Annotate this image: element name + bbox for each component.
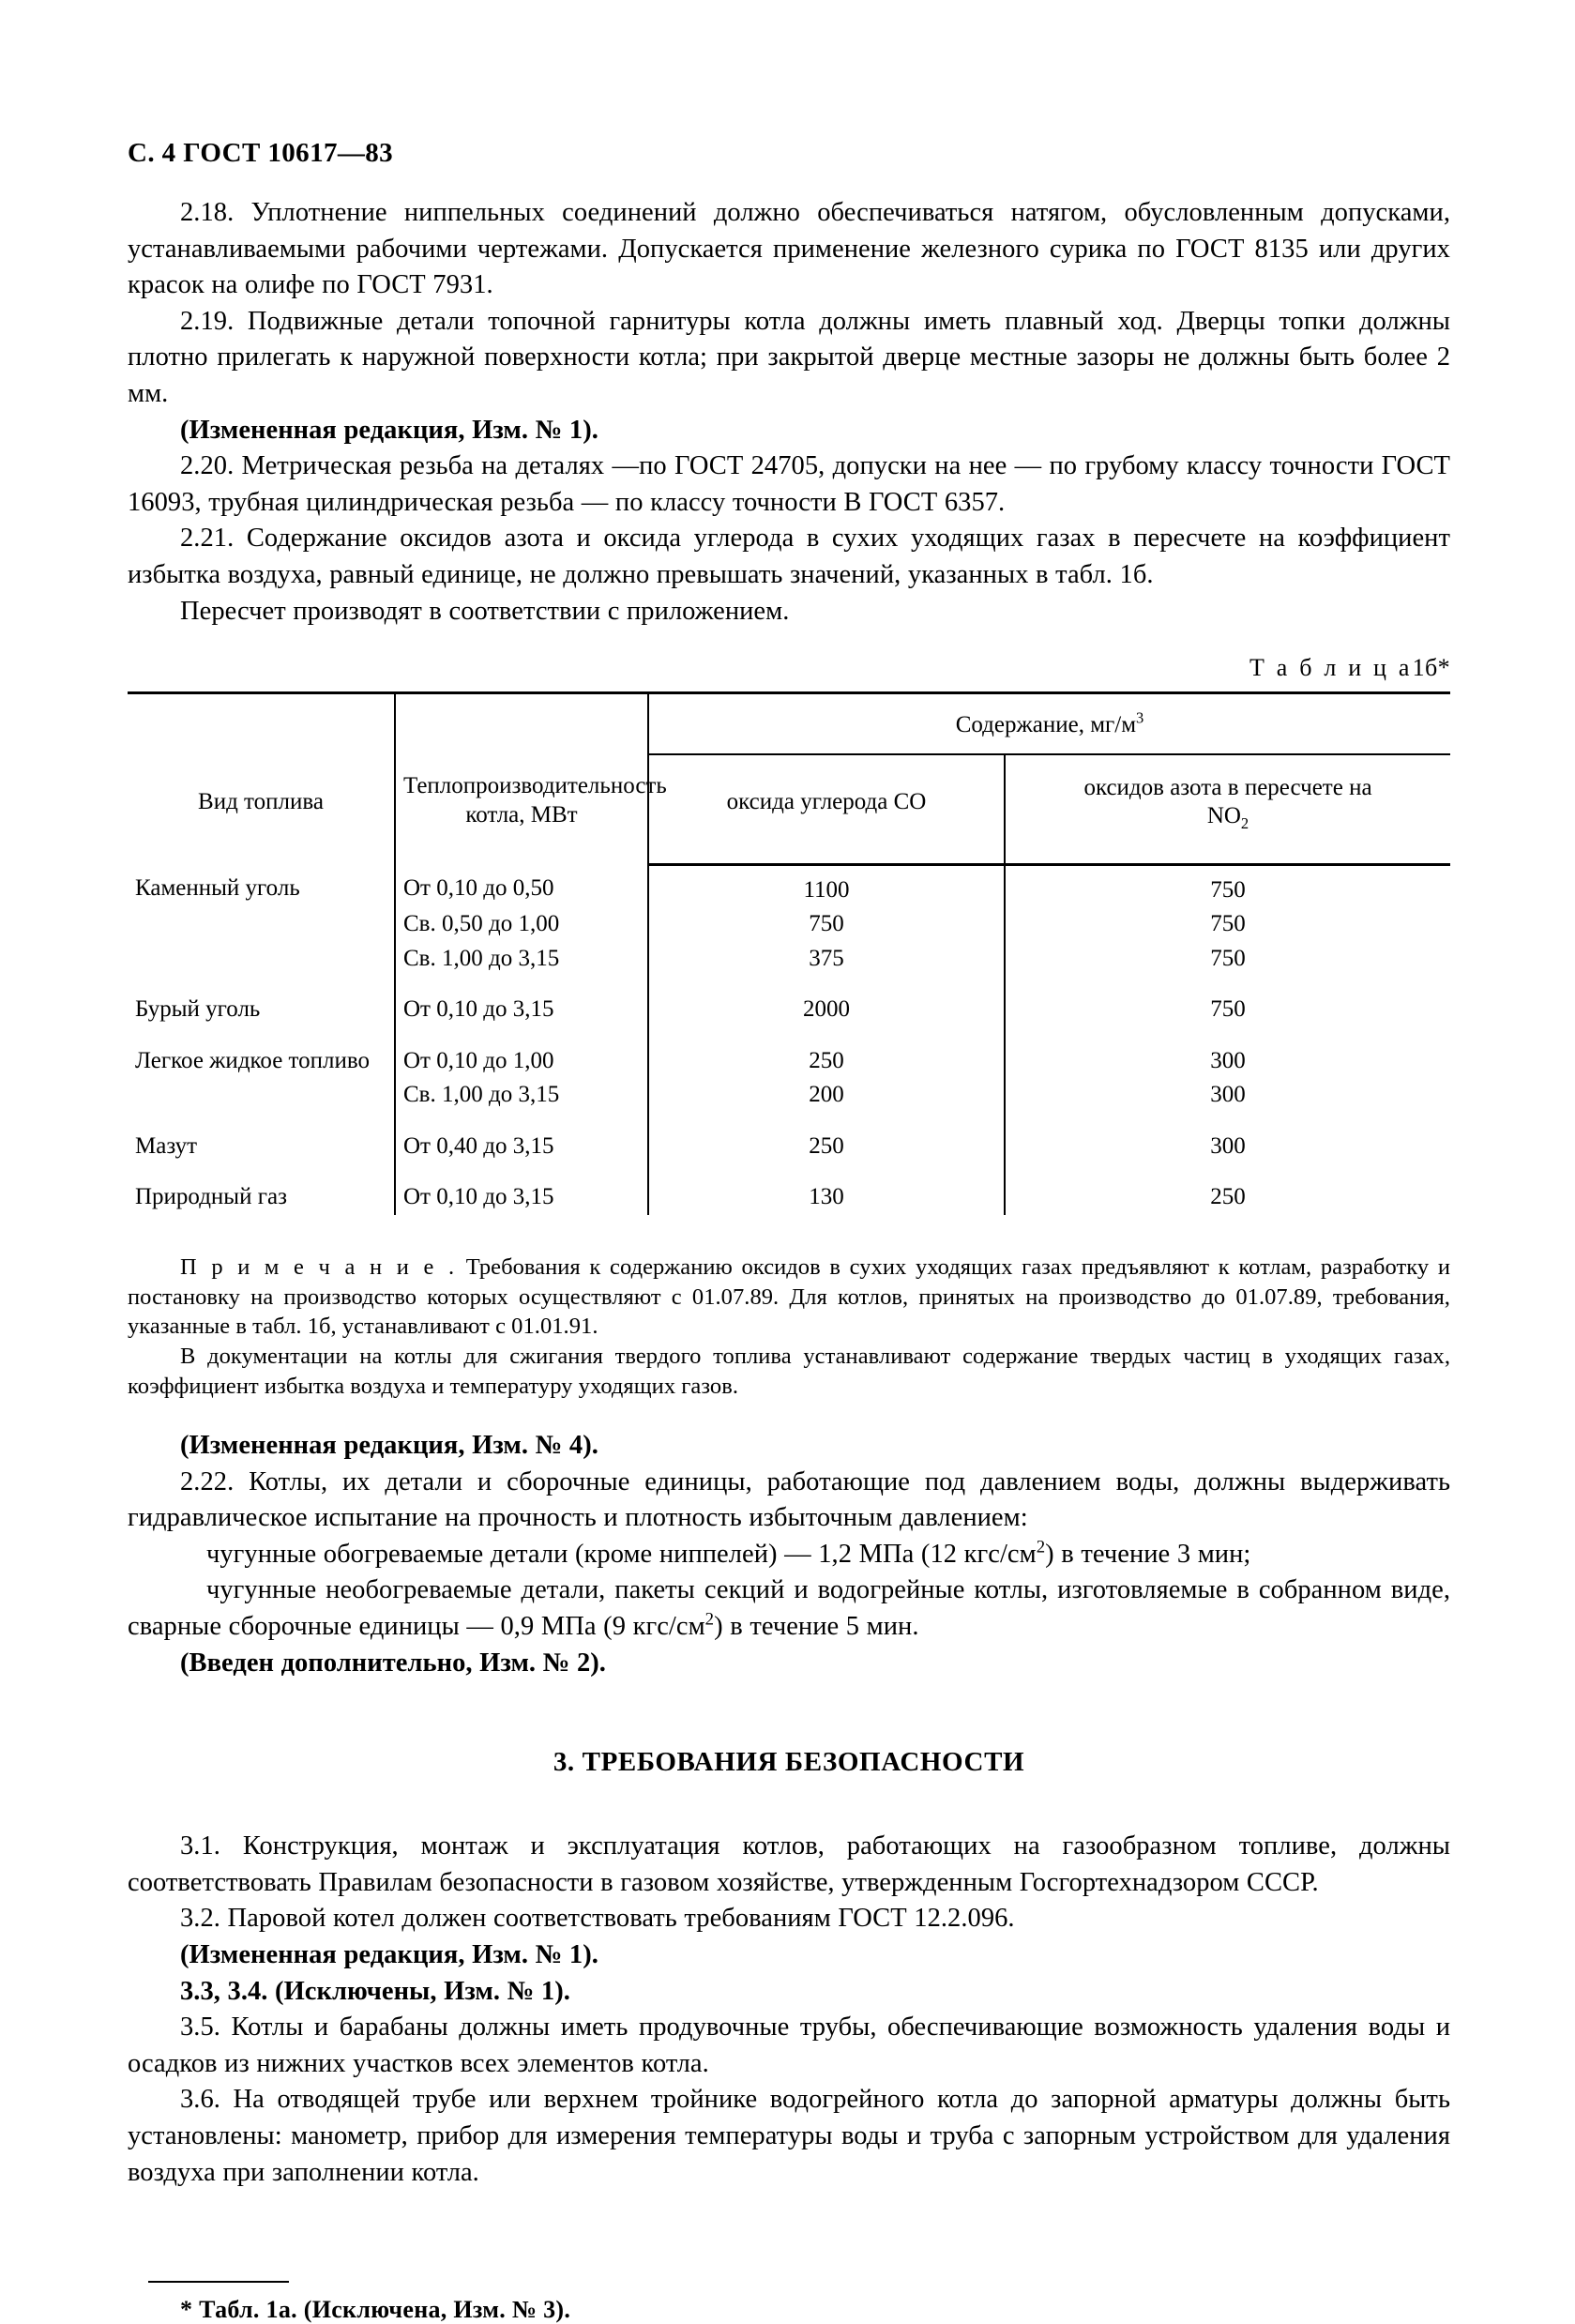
table-gap-cell xyxy=(128,1113,395,1130)
cell-heat-output: От 0,40 до 3,15 xyxy=(395,1130,648,1164)
paragraph-3-1: 3.1. Конструкция, монтаж и эксплуатация котлов, работающих на газообразном топливе, должны соответствовать Правилам безопасности в газовом хозяйстве, утвержденным Госгортехнадзором СССР. xyxy=(128,1831,1450,1897)
table-row xyxy=(128,907,1450,942)
cell-heat-output: Св. 1,00 до 3,15 xyxy=(395,942,648,977)
paragraph-2-22-item-a xyxy=(128,1537,1450,1573)
body-section-2 xyxy=(128,195,1450,630)
header-fuel-type: Вид топлива xyxy=(128,694,395,864)
table-row xyxy=(128,942,1450,977)
note-text-1: Требования к содержанию оксидов в сухих уходящих газах предъявляют к котлам, разработку и постановку на производство которых осуществляют с 01.07.89. Для котлов, принятых на производство до 01.07.89, требования, указанные в табл. 1б, устанавливают с 01.01.91. xyxy=(128,1253,1451,1340)
cell-fuel-type: Легкое жидкое топливо xyxy=(135,1047,371,1073)
header-content-span xyxy=(648,694,1450,754)
table-row xyxy=(128,864,1450,907)
cell-fuel-type: Мазут xyxy=(135,1132,198,1159)
table-gap-cell xyxy=(1005,1027,1450,1044)
table-row xyxy=(128,1044,1450,1079)
cell-heat-output: Св. 1,00 до 3,15 xyxy=(395,1078,648,1113)
item-a-pre: чугунные обогреваемые детали (кроме ниппелей) — 1,2 МПа (12 кгс/см xyxy=(206,1539,1037,1569)
table-gap-cell xyxy=(128,1027,395,1044)
cell-nox-value: 750 xyxy=(1005,864,1450,907)
cell-co-value: 750 xyxy=(648,907,1005,942)
note-lead-label: П р и м е ч а н и е . xyxy=(180,1253,458,1280)
table-row-gap xyxy=(128,976,1450,993)
cell-heat-output: От 0,10 до 0,50 xyxy=(395,864,648,907)
paragraph-3-5: 3.5. Котлы и барабаны должны иметь продувочные трубы, обеспечивающие возможность удаления воды и осадков из нижних участков всех элементов котла. xyxy=(128,2013,1450,2078)
paragraph-3-2: 3.2. Паровой котел должен соответствовать требованиям ГОСТ 12.2.096. xyxy=(180,1904,1015,1934)
footnote-text: * Табл. 1а. (Исключена, Изм. № 3). xyxy=(180,2296,571,2324)
paragraph-3-6: 3.6. На отводящей трубе или верхнем тройнике водогрейного котла до запорной арматуры должны быть установлены: манометр, прибор для измерения температуры воды и труба с запорным устройством для удаления воздуха при заполнении котла. xyxy=(128,2085,1450,2187)
cell-fuel-type xyxy=(128,907,395,942)
paragraph-2-19: 2.19. Подвижные детали топочной гарнитуры котла должны иметь плавный ход. Дверцы топки должны плотно прилегать к наружной поверхности котла; при закрытой дверце местные зазоры не должны быть более 2 мм. xyxy=(128,306,1450,408)
cell-nox-value: 300 xyxy=(1005,1130,1450,1164)
table-body xyxy=(128,864,1450,1215)
cell-co-value: 2000 xyxy=(648,993,1005,1027)
cell-co-value: 130 xyxy=(648,1180,1005,1215)
table-gap-cell xyxy=(1005,1113,1450,1130)
table-row xyxy=(128,1180,1450,1215)
revision-note-izm-2: (Введен дополнительно, Изм. № 2). xyxy=(180,1648,606,1678)
table-caption-label: Т а б л и ц а xyxy=(1249,654,1413,682)
table-gap-cell xyxy=(1005,1163,1450,1180)
cell-fuel-type: Каменный уголь xyxy=(135,875,300,902)
cell-heat-output: Св. 0,50 до 1,00 xyxy=(395,907,648,942)
note-paragraph-2: В документации на котлы для сжигания твердого топлива устанавливают содержание твердых частиц в уходящих газах, коэффициент избытка воздуха и температуру уходящих газов. xyxy=(128,1344,1450,1400)
item-a-post: ) в течение 3 мин; xyxy=(1045,1539,1251,1569)
table-head-row-1 xyxy=(128,694,1450,754)
header-content-text: Содержание, мг/м xyxy=(955,712,1137,738)
revision-note-izm-4: (Измененная редакция, Изм. № 4). xyxy=(180,1430,598,1460)
cell-co-value: 250 xyxy=(648,1044,1005,1079)
table-row xyxy=(128,1130,1450,1164)
cell-heat-output: От 0,10 до 3,15 xyxy=(395,1180,648,1215)
cell-nox-value: 750 xyxy=(1005,907,1450,942)
item-b-post: ) в течение 5 мин. xyxy=(714,1611,919,1641)
revision-note-section3-izm-1: (Измененная редакция, Изм. № 1). xyxy=(180,1940,598,1970)
cell-fuel-type xyxy=(128,942,395,977)
cell-co-value: 1100 xyxy=(648,864,1005,907)
item-b-exponent: 2 xyxy=(704,1609,715,1630)
cell-fuel-type xyxy=(128,1078,395,1113)
table-gap-cell xyxy=(648,976,1005,993)
cell-nox-value: 750 xyxy=(1005,993,1450,1027)
header-nox-subscript: 2 xyxy=(1240,814,1249,833)
cell-fuel-type: Бурый уголь xyxy=(135,996,261,1023)
table-gap-cell xyxy=(648,1113,1005,1130)
cell-nox-value: 750 xyxy=(1005,942,1450,977)
table-gap-cell xyxy=(128,1163,395,1180)
table-row-gap xyxy=(128,1027,1450,1044)
table-1b xyxy=(128,694,1450,1215)
footnote-separator xyxy=(148,2281,289,2283)
cell-nox-value: 250 xyxy=(1005,1180,1450,1215)
section-heading-3: 3. ТРЕБОВАНИЯ БЕЗОПАСНОСТИ xyxy=(553,1747,1025,1778)
cell-co-value: 250 xyxy=(648,1130,1005,1164)
paragraph-2-22: 2.22. Котлы, их детали и сборочные единицы, работающие под давлением воды, должны выдерживать гидравлическое испытание на прочность и плотность избыточным давлением: xyxy=(128,1466,1450,1533)
paragraph-2-18: 2.18. Уплотнение ниппельных соединений должно обеспечиваться натягом, обусловленным допусками, устанавливаемыми рабочими чертежами. Допускается применение железного сурика по ГОСТ 8135 или других красок на олифе по ГОСТ 7931. xyxy=(128,197,1450,300)
table-gap-cell xyxy=(648,1163,1005,1180)
table-row xyxy=(128,993,1450,1027)
paragraph-2-22-item-b xyxy=(128,1572,1450,1645)
header-nox-line1: оксидов азота в пересчете на xyxy=(1083,774,1372,800)
body-section-2-cont xyxy=(128,1428,1450,1681)
table-row-gap xyxy=(128,1113,1450,1130)
item-b-pre: чугунные необогреваемые детали, пакеты секций и водогрейные котлы, изготовляемые в собранном виде, сварные сборочные единицы — 0,9 МПа (9 кгс/см xyxy=(128,1575,1450,1641)
table-gap-cell xyxy=(395,1027,648,1044)
table-head xyxy=(128,694,1450,864)
cell-heat-output: От 0,10 до 3,15 xyxy=(395,993,648,1027)
cell-nox-value: 300 xyxy=(1005,1044,1450,1079)
table-caption xyxy=(128,654,1450,682)
table-gap-cell xyxy=(395,1113,648,1130)
body-section-3 xyxy=(128,1829,1450,2191)
paragraph-3-3-3-4: 3.3, 3.4. (Исключены, Изм. № 1). xyxy=(180,1976,570,2006)
note-block xyxy=(128,1253,1450,1402)
header-heat-output-line2: котла, МВт xyxy=(465,801,578,828)
cell-co-value: 200 xyxy=(648,1078,1005,1113)
table-1b-wrapper xyxy=(128,691,1450,1215)
paragraph-2-21: 2.21. Содержание оксидов азота и оксида углерода в сухих уходящих газах в пересчете на коэффициент избытка воздуха, равный единице, не должно превышать значений, указанных в табл. 1б. xyxy=(128,524,1450,589)
revision-note-izm-1: (Измененная редакция, Изм. № 1). xyxy=(180,415,598,445)
footnote xyxy=(128,2281,1450,2324)
cell-co-value: 375 xyxy=(648,942,1005,977)
page-content xyxy=(128,0,1450,2324)
cell-nox-value: 300 xyxy=(1005,1078,1450,1113)
table-gap-cell xyxy=(128,976,395,993)
table-gap-cell xyxy=(1005,976,1450,993)
paragraph-2-20: 2.20. Метрическая резьба на деталях —по ГОСТ 24705, допуски на нее — по грубому классу точности ГОСТ 16093, трубная цилиндрическая резьба — по классу точности В ГОСТ 6357. xyxy=(128,451,1450,517)
cell-fuel-type: Природный газ xyxy=(135,1184,287,1210)
table-gap-cell xyxy=(648,1027,1005,1044)
note-paragraph-1 xyxy=(128,1253,1450,1343)
paragraph-recalculation: Пересчет производят в соответствии с приложением. xyxy=(180,596,790,626)
table-gap-cell xyxy=(395,976,648,993)
cell-heat-output: От 0,10 до 1,00 xyxy=(395,1044,648,1079)
page-header: С. 4 ГОСТ 10617—83 xyxy=(128,138,394,168)
header-content-exponent: 3 xyxy=(1136,708,1144,727)
header-nox xyxy=(1005,754,1450,865)
header-nox-line2: NO xyxy=(1206,803,1241,829)
header-co: оксида углерода СО xyxy=(648,754,1005,865)
table-gap-cell xyxy=(395,1163,648,1180)
header-heat-output-line1: Теплопроизводительность xyxy=(403,773,667,799)
table-row-gap xyxy=(128,1163,1450,1180)
header-heat-output xyxy=(395,694,667,864)
table-caption-number: 1б* xyxy=(1412,654,1450,682)
item-a-exponent: 2 xyxy=(1036,1537,1046,1557)
table-row xyxy=(128,1078,1450,1113)
